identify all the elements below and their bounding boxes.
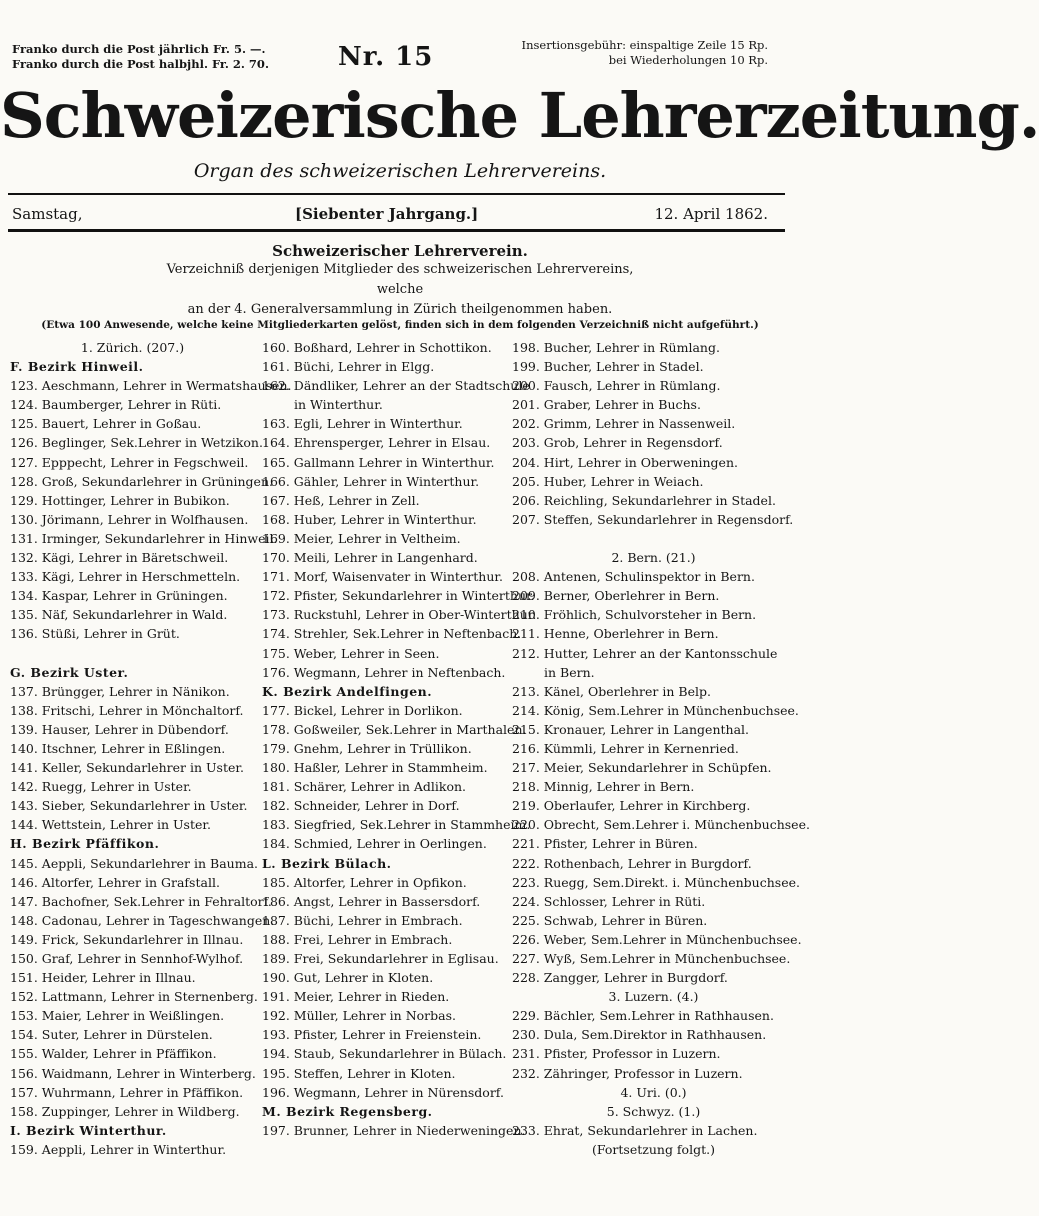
member-entry: 198. Bucher, Lehrer in Rümlang. [512, 340, 720, 355]
canton-heading: 5. Schwyz. (1.) [606, 1103, 701, 1119]
member-entry: 211. Henne, Oberlehrer in Bern. [512, 626, 719, 642]
district-heading: H. Bezirk Pfäffikon. [10, 836, 160, 852]
member-entry: 163. Egli, Lehrer in Winterthur. [262, 416, 463, 432]
member-entry: 143. Sieber, Sekundarlehrer in Uster. [10, 798, 248, 814]
member-entry: 146. Altorfer, Lehrer in Grafstall. [10, 874, 220, 890]
fee-line-repeat: bei Wiederholungen 10 Rp. [608, 53, 768, 67]
member-entry: 138. Fritschi, Lehrer in Mönchaltorf. [10, 702, 244, 718]
member-entry: 167. Heß, Lehrer in Zell. [262, 492, 420, 508]
member-entry: 194. Staub, Sekundarlehrer in Bülach. [262, 1046, 507, 1062]
canton-heading: (Fortsetzung folgt.) [592, 1141, 715, 1157]
member-entry: 139. Hauser, Lehrer in Dübendorf. [10, 721, 229, 737]
price-line-halfyear: Franko durch die Post halbjhl. Fr. 2. 70. [12, 57, 269, 71]
member-entry: 193. Pfister, Lehrer in Freienstein. [262, 1027, 482, 1043]
member-entry: 169. Meier, Lehrer in Veltheim. [262, 530, 461, 546]
member-entry: 226. Weber, Sem.Lehrer in Münchenbuchsee. [512, 931, 802, 947]
article-intro-line-2: welche [376, 282, 424, 297]
member-entry: 209. Berner, Oberlehrer in Bern. [512, 588, 720, 604]
member-entry: 126. Beglinger, Sek.Lehrer in Wetzikon. [10, 435, 263, 451]
member-entry: 217. Meier, Sekundarlehrer in Schüpfen. [512, 760, 772, 776]
member-entry: 184. Schmied, Lehrer in Oerlingen. [262, 836, 487, 852]
member-entry: 153. Maier, Lehrer in Weißlingen. [10, 1008, 225, 1024]
member-entry: 229. Bächler, Sem.Lehrer in Rathhausen. [512, 1008, 774, 1024]
member-entry: 185. Altorfer, Lehrer in Opfikon. [262, 874, 467, 890]
member-column-2 [262, 338, 537, 1140]
top-rule [8, 193, 785, 195]
member-entry: 206. Reichling, Sekundarlehrer in Stadel. [512, 492, 776, 508]
spacer [512, 529, 795, 548]
member-entry-continuation: in Bern. [544, 664, 595, 680]
member-entry: 134. Kaspar, Lehrer in Grüningen. [10, 588, 228, 604]
bottom-rule [8, 229, 785, 232]
member-entry: 210. Fröhlich, Schulvorsteher in Bern. [512, 607, 757, 623]
member-entry: 175. Weber, Lehrer in Seen. [262, 645, 440, 661]
fee-line-single: Insertionsgebühr: einspaltige Zeile 15 Rp. [521, 38, 768, 52]
member-entry: 131. Irminger, Sekundarlehrer in Hinweil. [10, 530, 278, 546]
member-entry: 178. Goßweiler, Sek.Lehrer in Marthalen. [262, 721, 527, 737]
member-entry: 144. Wettstein, Lehrer in Uster. [10, 817, 211, 833]
member-entry: 225. Schwab, Lehrer in Büren. [512, 912, 708, 928]
member-entry: 133. Kägi, Lehrer in Herschmetteln. [10, 569, 241, 585]
member-entry: 222. Rothenbach, Lehrer in Burgdorf. [512, 855, 752, 871]
member-entry: 233. Ehrat, Sekundarlehrer in Lachen. [512, 1122, 758, 1138]
member-entry: 181. Schärer, Lehrer in Adlikon. [262, 779, 467, 795]
member-entry: 220. Obrecht, Sem.Lehrer i. Münchenbuchsee. [512, 817, 810, 833]
member-entry: 154. Suter, Lehrer in Dürstelen. [10, 1027, 213, 1043]
member-entry: 168. Huber, Lehrer in Winterthur. [262, 511, 477, 527]
member-entry: 224. Schlosser, Lehrer in Rüti. [512, 893, 706, 909]
member-entry: 150. Graf, Lehrer in Sennhof-Wylhof. [10, 951, 244, 966]
member-entry-continuation: in Winterthur. [294, 397, 383, 413]
member-entry: 187. Büchi, Lehrer in Embrach. [262, 912, 463, 928]
member-entry: 130. Jörimann, Lehrer in Wolfhausen. [10, 511, 249, 527]
member-entry: 170. Meili, Lehrer in Langenhard. [262, 550, 478, 566]
spacer [10, 644, 255, 663]
member-entry: 180. Haßler, Lehrer in Stammheim. [262, 760, 488, 776]
volume-label: [Siebenter Jahrgang.] [295, 205, 479, 223]
district-heading: K. Bezirk Andelfingen. [262, 683, 433, 699]
member-entry: 142. Ruegg, Lehrer in Uster. [10, 779, 192, 795]
member-entry: 213. Känel, Oberlehrer in Belp. [512, 683, 711, 699]
member-entry: 221. Pfister, Lehrer in Büren. [512, 836, 698, 852]
member-entry: 203. Grob, Lehrer in Regensdorf. [512, 435, 723, 451]
member-entry: 148. Cadonau, Lehrer in Tageschwangen. [10, 912, 275, 928]
member-entry: 214. König, Sem.Lehrer in Münchenbuchsee. [512, 702, 799, 718]
member-entry: 132. Kägi, Lehrer in Bäretschweil. [10, 550, 229, 566]
canton-heading: 2. Bern. (21.) [611, 550, 696, 566]
member-entry: 205. Huber, Lehrer in Weiach. [512, 473, 704, 489]
member-entry: 176. Wegmann, Lehrer in Neftenbach. [262, 664, 506, 680]
member-entry: 151. Heider, Lehrer in Illnau. [10, 970, 196, 986]
member-entry: 157. Wuhrmann, Lehrer in Pfäffikon. [10, 1084, 244, 1100]
canton-heading: 4. Uri. (0.) [620, 1084, 687, 1100]
member-entry: 165. Gallmann Lehrer in Winterthur. [262, 454, 495, 470]
price-line-yearly: Franko durch die Post jährlich Fr. 5. —. [12, 42, 266, 56]
member-entry: 183. Siegfried, Sek.Lehrer in Stammheim. [262, 817, 531, 833]
member-column-1 [10, 338, 292, 1159]
insertion-fees [522, 38, 768, 68]
member-entry: 128. Groß, Sekundarlehrer in Grüningen. [10, 473, 273, 489]
member-entry: 204. Hirt, Lehrer in Oberweningen. [512, 454, 738, 470]
member-entry: 129. Hottinger, Lehrer in Bubikon. [10, 492, 230, 508]
member-entry: 207. Steffen, Sekundarlehrer in Regensdorf. [512, 511, 794, 527]
member-entry: 171. Morf, Waisenvater in Winterthur. [262, 569, 503, 585]
member-entry: 196. Wegmann, Lehrer in Nürensdorf. [262, 1084, 504, 1100]
member-entry: 215. Kronauer, Lehrer in Langenthal. [512, 721, 749, 737]
subscription-prices [12, 42, 269, 72]
member-entry: 179. Gnehm, Lehrer in Trüllikon. [262, 740, 472, 756]
member-entry: 199. Bucher, Lehrer in Stadel. [512, 359, 704, 375]
member-entry: 208. Antenen, Schulinspektor in Bern. [512, 569, 755, 585]
member-entry: 218. Minnig, Lehrer in Bern. [512, 779, 695, 795]
canton-heading: 3. Luzern. (4.) [608, 989, 699, 1005]
district-heading: I. Bezirk Winterthur. [10, 1122, 167, 1138]
article-note: (Etwa 100 Anwesende, welche keine Mitgliederkarten gelöst, finden sich in dem folgenden Verzeichniß nicht aufgeführt.) [41, 319, 759, 331]
member-entry: 123. Aeschmann, Lehrer in Wermatshausen. [10, 378, 292, 394]
member-entry: 189. Frei, Sekundarlehrer in Eglisau. [262, 951, 499, 966]
member-entry: 190. Gut, Lehrer in Kloten. [262, 970, 434, 986]
member-entry: 201. Graber, Lehrer in Buchs. [512, 397, 701, 413]
district-heading: L. Bezirk Bülach. [262, 855, 392, 871]
member-entry: 172. Pfister, Sekundarlehrer in Winterthur. [262, 588, 535, 604]
member-entry: 191. Meier, Lehrer in Rieden. [262, 989, 450, 1005]
member-entry: 173. Ruckstuhl, Lehrer in Ober-Winterthur. [262, 607, 537, 623]
member-entry: 159. Aeppli, Lehrer in Winterthur. [10, 1141, 227, 1157]
member-entry: 223. Ruegg, Sem.Direkt. i. Münchenbuchsee. [512, 874, 800, 890]
masthead-title: Schweizerische Lehrerzeitung. [0, 79, 1039, 152]
member-entry: 162. Dändliker, Lehrer an der Stadtschule [262, 378, 530, 394]
article-title: Schweizerischer Lehrerverein. [272, 242, 528, 260]
member-entry: 137. Brüngger, Lehrer in Nänikon. [10, 683, 230, 699]
canton-heading: 1. Zürich. (207.) [80, 340, 185, 355]
member-entry: 145. Aeppli, Sekundarlehrer in Bauma. [10, 855, 258, 871]
member-entry: 186. Angst, Lehrer in Bassersdorf. [262, 893, 481, 909]
member-entry: 124. Baumberger, Lehrer in Rüti. [10, 397, 222, 413]
member-entry: 160. Boßhard, Lehrer in Schottikon. [262, 340, 492, 355]
member-entry: 140. Itschner, Lehrer in Eßlingen. [10, 740, 226, 756]
masthead-subtitle: Organ des schweizerischen Lehrervereins. [193, 160, 607, 182]
member-entry: 174. Strehler, Sek.Lehrer in Neftenbach. [262, 626, 522, 642]
member-entry: 230. Dula, Sem.Direktor in Rathhausen. [512, 1027, 767, 1043]
weekday: Samstag, [12, 205, 83, 223]
member-entry: 232. Zähringer, Professor in Luzern. [512, 1065, 743, 1081]
member-entry: 228. Zangger, Lehrer in Burgdorf. [512, 970, 728, 986]
member-entry: 156. Waidmann, Lehrer in Winterberg. [10, 1065, 256, 1081]
article-intro-line-1: Verzeichniß derjenigen Mitglieder des schweizerischen Lehrervereins, [166, 262, 634, 277]
member-entry: 147. Bachofner, Sek.Lehrer in Fehraltorf. [10, 893, 272, 909]
member-entry: 192. Müller, Lehrer in Norbas. [262, 1008, 456, 1024]
member-entry: 200. Fausch, Lehrer in Rümlang. [512, 378, 721, 394]
member-entry: 231. Pfister, Professor in Luzern. [512, 1046, 721, 1062]
member-entry: 141. Keller, Sekundarlehrer in Uster. [10, 760, 244, 776]
member-column-3 [512, 338, 810, 1159]
member-entry: 135. Näf, Sekundarlehrer in Wald. [10, 607, 228, 623]
district-heading: F. Bezirk Hinweil. [10, 359, 144, 375]
member-entry: 125. Bauert, Lehrer in Goßau. [10, 416, 202, 432]
member-entry: 136. Stüßi, Lehrer in Grüt. [10, 626, 180, 642]
member-entry: 166. Gähler, Lehrer in Winterthur. [262, 473, 480, 489]
issue-number: Nr. 15 [338, 42, 434, 72]
district-heading: M. Bezirk Regensberg. [262, 1103, 433, 1119]
member-entry: 188. Frei, Lehrer in Embrach. [262, 931, 453, 947]
member-entry: 177. Bickel, Lehrer in Dorlikon. [262, 702, 463, 718]
member-entry: 164. Ehrensperger, Lehrer in Elsau. [262, 435, 491, 451]
district-heading: G. Bezirk Uster. [10, 664, 129, 680]
member-entry: 149. Frick, Sekundarlehrer in Illnau. [10, 931, 244, 947]
member-entry: 227. Wyß, Sem.Lehrer in Münchenbuchsee. [512, 951, 791, 966]
member-entry: 212. Hutter, Lehrer an der Kantonsschule [512, 645, 778, 661]
member-entry: 202. Grimm, Lehrer in Nassenweil. [512, 416, 736, 432]
article-intro-line-3: an der 4. Generalversammlung in Zürich theilgenommen haben. [187, 302, 613, 317]
member-entry: 216. Kümmli, Lehrer in Kernenried. [512, 740, 739, 756]
member-entry: 158. Zuppinger, Lehrer in Wildberg. [10, 1103, 240, 1119]
member-entry: 195. Steffen, Lehrer in Kloten. [262, 1065, 456, 1081]
member-entry: 161. Büchi, Lehrer in Elgg. [262, 359, 435, 375]
member-entry: 155. Walder, Lehrer in Pfäffikon. [10, 1046, 217, 1062]
member-entry: 219. Oberlaufer, Lehrer in Kirchberg. [512, 798, 751, 814]
member-entry: 127. Eppрecht, Lehrer in Fegschweil. [10, 454, 249, 470]
member-entry: 197. Brunner, Lehrer in Niederweningen. [262, 1122, 526, 1138]
member-entry: 182. Schneider, Lehrer in Dorf. [262, 798, 460, 814]
issue-date: 12. April 1862. [654, 205, 768, 223]
member-entry: 152. Lattmann, Lehrer in Sternenberg. [10, 989, 258, 1005]
